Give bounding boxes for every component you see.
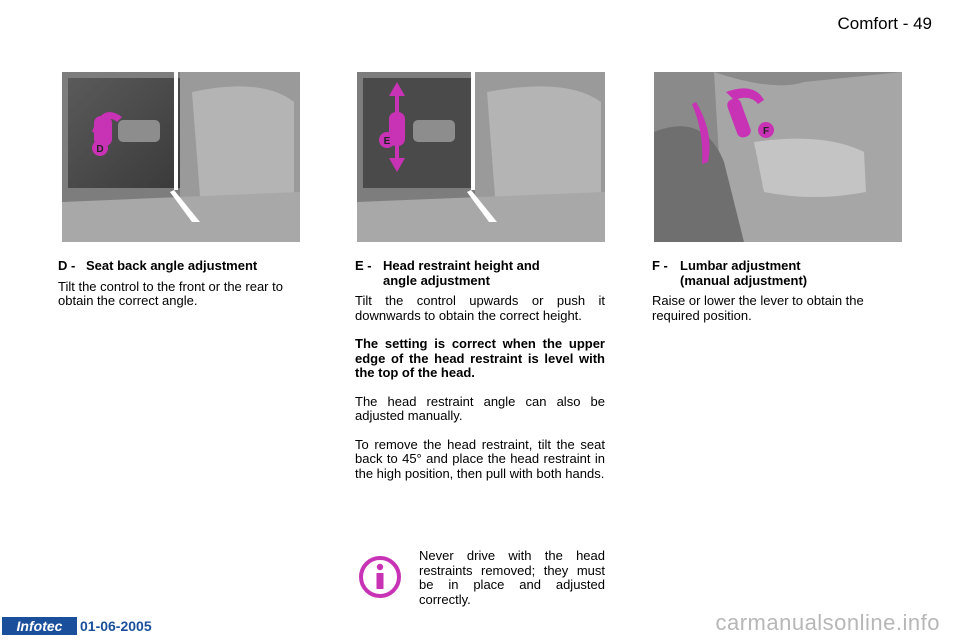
callout-label-d: D [96,144,104,155]
section-body-d: Tilt the control to the front or the rear to obtain the correct angle. [58,278,283,308]
site-watermark: carmanualsonline.info [715,610,940,635]
section-title-e-line2: angle adjustment [383,272,490,288]
infotec-logo: Infotec [2,617,77,635]
section-body-e-2: The head restraint angle can also be adjusted manually. [355,393,605,423]
section-head-restraint [355,259,605,481]
section-letter-d: D - [58,258,76,273]
section-title-e-line1: Head restraint height and [383,258,540,273]
section-seat-back [58,259,308,309]
section-letter-e: E - [355,258,372,273]
warning-text: Never drive with the head restraints removed; they must be in place and adjusted correctly. [419,548,605,607]
section-title-f-line2: (manual adjustment) [680,272,808,288]
section-note-e: The setting is correct when the upper edge of the head restraint is level with the top of the head. [355,336,605,380]
footer-date: 01-06-2005 [80,618,152,634]
section-heading-f [652,259,904,288]
seat-back-adjust-illustration [62,72,300,242]
page-title: Comfort - 49 [837,14,932,33]
callout-label-e: E [383,136,391,147]
section-lumbar [652,259,904,323]
section-body-e-1: Tilt the control upwards or push it downwards to obtain the correct height. [355,293,605,323]
section-title-f-line1: Lumbar adjustment [680,258,801,273]
head-restraint-adjust-illustration [357,72,605,242]
lumbar-adjust-illustration [654,72,902,242]
section-body-e-3: To remove the head restraint, tilt the seat back to 45° and place the head restraint in the high position, then pull with both hands. [355,436,605,481]
section-letter-f: F - [652,258,668,273]
section-title-d: Seat back angle adjustment [86,258,258,273]
info-icon [358,555,402,604]
section-heading-d [58,259,308,274]
callout-label-f: F [762,126,770,137]
section-body-f: Raise or lower the lever to obtain the required position. [652,293,864,323]
section-heading-e [355,259,605,288]
